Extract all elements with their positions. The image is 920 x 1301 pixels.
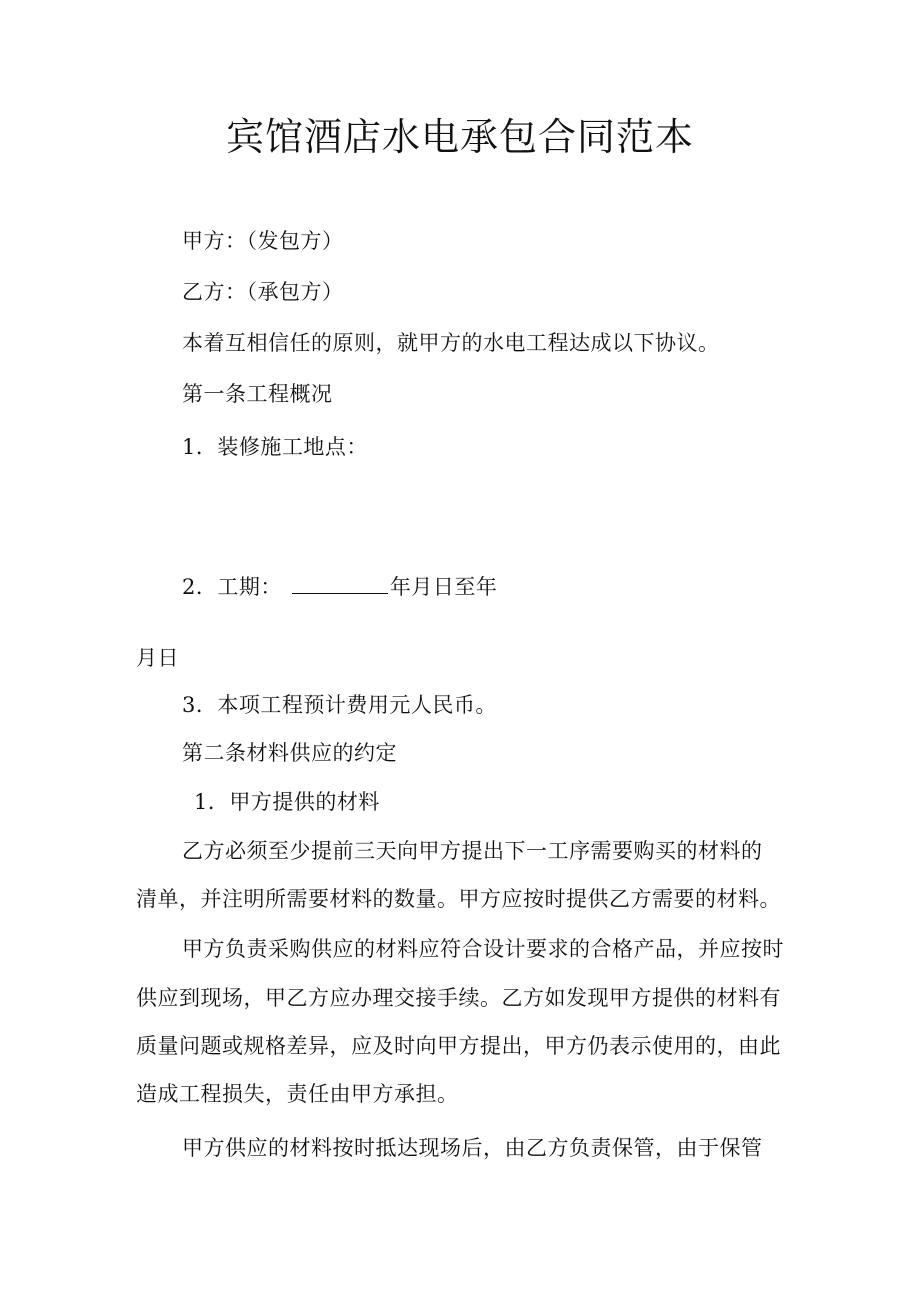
paragraph-3-line-1: 甲方供应的材料按时抵达现场后，由乙方负责保管，由于保管 <box>182 1136 763 1160</box>
paragraph-2-line-2: 供应到现场，甲乙方应办理交接手续。乙方如发现甲方提供的材料有 <box>136 986 781 1010</box>
item-2-continued: 月日 <box>136 646 179 670</box>
paragraph-2-line-4: 造成工程损失，责任由甲方承担。 <box>136 1082 459 1106</box>
paragraph-2-line-3: 质量问题或规格差异，应及时向甲方提出，甲方仍表示使用的，由此 <box>136 1034 781 1058</box>
item-3-cost: 3．本项工程预计费用元人民币。 <box>182 693 497 717</box>
paragraph-2-line-1: 甲方负责采购供应的材料应符合设计要求的合格产品，并应按时 <box>182 937 784 961</box>
preamble-text: 本着互相信任的原则，就甲方的水电工程达成以下协议。 <box>182 331 720 355</box>
item-2-suffix: 年月日至年 <box>389 575 498 599</box>
item-1-location: 1．装修施工地点： <box>182 435 368 459</box>
article-2-heading: 第二条材料供应的约定 <box>182 741 397 765</box>
item-2-schedule <box>182 572 497 602</box>
item-2-prefix: 2．工期： <box>182 575 282 599</box>
paragraph-1-line-1: 乙方必须至少提前三天向甲方提出下一工序需要购买的材料的 <box>182 839 763 863</box>
date-blank-line <box>292 573 388 594</box>
article-1-heading: 第一条工程概况 <box>182 382 333 406</box>
party-b-line: 乙方：（承包方） <box>182 280 344 304</box>
document-title: 宾馆酒店水电承包合同范本 <box>225 115 694 159</box>
sub-1-heading: 1．甲方提供的材料 <box>194 790 380 814</box>
party-a-line: 甲方：（发包方） <box>182 229 344 253</box>
paragraph-1-line-2: 清单，并注明所需要材料的数量。甲方应按时提供乙方需要的材料。 <box>136 887 781 911</box>
